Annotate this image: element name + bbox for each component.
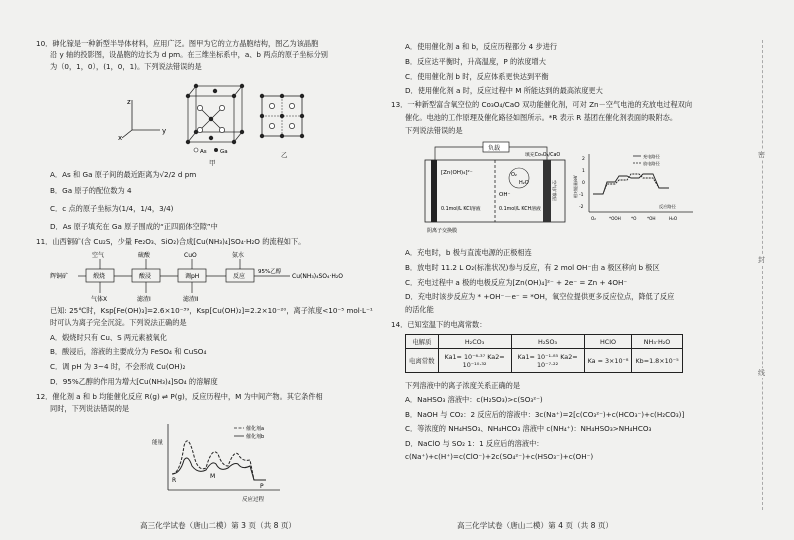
fig-label-yi: 乙 xyxy=(281,151,288,159)
q14-option-d: D．NaClO 与 SO₂ 1：1 反应后的溶液中： xyxy=(405,439,544,448)
flow-above4: 氨水 xyxy=(232,252,245,259)
binding-line xyxy=(762,40,764,510)
q10-line1: 10．砷化镓是一种新型半导体材料，应用广泛。图甲为它的立方晶胞结构，图乙为该晶胞 xyxy=(36,39,319,48)
q13-chart-xlabel: 反应路径 xyxy=(659,204,676,209)
q11-line2: 已知: 25℃时，Ksp[Fe(OH)₃]=2.6×10⁻³⁹，Ksp[Cu(OH)₂]=2.2×10⁻²⁰，离子浓度<10⁻⁵ mol·L⁻¹ xyxy=(50,306,373,315)
q10-option-c: C．c 点的原子坐标为(1/4，1/4，3/4) xyxy=(50,204,174,213)
q12-option-a: A．使用催化剂 a 和 b，反应历程都分 4 步进行 xyxy=(405,42,558,51)
binding-char-3: 线 xyxy=(758,369,765,377)
flow-above2: 硫酸 xyxy=(138,252,151,259)
q13-option-d: D．充电时该步反应为 * +OH⁻－e⁻ = *OH，氧空位提供更多反应位点，降低了反应 xyxy=(405,292,675,301)
ytick-1: 1 xyxy=(582,169,585,174)
flow-step1: 煅烧 xyxy=(93,273,106,280)
axis-z-label: z xyxy=(127,98,131,106)
table-head-0: 电解质 xyxy=(406,335,439,349)
footer-right: 高三化学试卷（唐山二模）第 4 页（共 8 页） xyxy=(457,521,614,530)
q12-option-b: B．反应达平衡时，升高温度，P 的浓度增大 xyxy=(405,57,546,66)
q14-constants-table xyxy=(405,334,683,373)
cell-o2: O₂ xyxy=(511,172,517,178)
flow-step3: 调pH xyxy=(185,273,200,280)
q14-option-d-cont: c(Na⁺)+c(H⁺)=c(ClO⁻)+2c(SO₄²⁻)+c(HSO₃⁻)+c(OH⁻) xyxy=(405,452,594,461)
cell-electrode: 填充Co₃O₄/CaO xyxy=(525,153,561,158)
table-head-1: H₂CO₃ xyxy=(438,335,511,349)
ytick-m1: -1 xyxy=(579,193,584,198)
q12-line1: 12．催化剂 a 和 b 均能催化反应 R(g) ⇌ P(g)，反应历程中，M 为中间产物。其它条件相 xyxy=(36,392,323,401)
legend-as: As xyxy=(200,149,207,155)
page-4 xyxy=(391,0,794,540)
flow-below1: 气体X xyxy=(91,296,108,303)
q10-unit-cell-figure xyxy=(180,78,250,158)
q11-option-c: C．调 pH 为 3~4 时，不会形成 Cu(OH)₂ xyxy=(50,362,186,371)
q13-cell-diagram xyxy=(421,140,571,236)
flow-out-label: 95%乙醇 xyxy=(258,269,282,275)
q12-xlabel: 反应过程 xyxy=(242,497,265,503)
axis-y-label: y xyxy=(162,127,167,135)
q13-energy-chart xyxy=(573,148,703,228)
fig-label-jia: 甲 xyxy=(209,159,216,167)
q14-line2: 下列溶液中的离子浓度关系正确的是 xyxy=(405,381,521,390)
q13-option-a: A．充电时，b 极与直流电源的正极相连 xyxy=(405,248,532,257)
q13-line1: 13．一种新型富含氧空位的 Co₃O₄/CaO 双功能催化剂，可对 Zn－空气电池的充放电过程双向 xyxy=(391,100,693,109)
table-head-4: NH₃·H₂O xyxy=(632,335,682,349)
binding-char-2: 封 xyxy=(758,256,765,264)
cell-left-ion: [Zn(OH)₄]²⁻ xyxy=(441,170,473,176)
flow-above3: CuO xyxy=(184,252,197,259)
q10-option-a: A．As 和 Ga 原子间的最近距离为√2/2 d pm xyxy=(50,170,197,179)
q10-axes-figure xyxy=(118,90,178,140)
table-row xyxy=(406,349,683,373)
footer-left: 高三化学试卷（唐山二模）第 3 页（共 8 页） xyxy=(140,521,297,530)
table-cell-nh3: Kb=1.8×10⁻⁵ xyxy=(632,349,682,373)
binding-char-1: 密 xyxy=(758,151,765,159)
legend-ga: Ga xyxy=(220,149,228,155)
q12-label-p: P xyxy=(260,483,264,490)
cell-right-ion: OH⁻ xyxy=(499,192,511,198)
q11-option-b: B．酸浸后，溶液的主要成分为 FeSO₄ 和 CuSO₄ xyxy=(50,347,207,356)
q11-line3: 时可认为离子完全沉淀。下列说法正确的是 xyxy=(50,318,187,327)
q14-option-c: C．等浓度的 NH₄HSO₃、NH₄HCO₃ 溶液中 c(NH₄⁺)：NH₄HSO₃>NH₄HCO₃ xyxy=(405,424,652,433)
table-head-2: H₂SO₃ xyxy=(511,335,584,349)
cell-load: 负载 xyxy=(488,145,501,152)
q13-option-c: C．充电过程中 a 极的电极反应为[Zn(OH)₄]²⁻ + 2e⁻ = Zn + 4OH⁻ xyxy=(405,278,628,287)
ytick-m2: -2 xyxy=(579,205,584,210)
cell-h2o: H₂O xyxy=(519,180,529,186)
cell-membrane: 阴离子交换膜 xyxy=(427,228,458,234)
q10-projection-figure xyxy=(258,92,308,142)
table-row-label: 电离常数 xyxy=(406,349,439,373)
q12-option-c: C．使用催化剂 b 时，反应体系更快达到平衡 xyxy=(405,72,549,81)
q14-option-a: A．NaHSO₃ 溶液中：c(H₂SO₃)>c(SO₃²⁻) xyxy=(405,395,543,404)
q10-line2: 沿 y 轴的投影图，设晶胞的边长为 d pm。在三维坐标系中，a、b 两点的原子坐标分别 xyxy=(50,50,328,59)
q13-option-d-cont: 的活化能 xyxy=(405,305,434,314)
q13-chart-ylabel: 相对能量/eV xyxy=(573,175,578,198)
q12-legend-a: 催化剂a xyxy=(246,426,265,432)
table-head-3: HClO xyxy=(584,335,632,349)
q13-line2: 催化。电池的工作原理及催化路径如图所示。*R 表示 R 基团在催化剂表面的吸附态。 xyxy=(405,113,678,122)
cell-gas-layer: 空气扩散层 xyxy=(552,180,557,201)
flow-below3: 滤渣II xyxy=(183,296,199,303)
q12-label-r: R xyxy=(172,477,177,484)
table-cell-h2so3: Ka1= 10⁻¹·⁸⁵ Ka2= 10⁻⁷·²² xyxy=(511,349,584,373)
q12-line2: 同时，下列说法错误的是 xyxy=(50,404,130,413)
xtick-h2o: H₂O xyxy=(669,216,678,221)
q13-line3: 下列说法错误的是 xyxy=(405,126,463,135)
flow-input: 辉铜矿 xyxy=(50,273,69,280)
flow-product: Cu(NH₃)₄SO₄·H₂O xyxy=(292,273,343,280)
q14-option-b: B．NaOH 与 CO₂：2 反应后的溶液中：3c(Na⁺)=2[c(CO₃²⁻)+c(HCO₃⁻)+c(H₂CO₃)] xyxy=(405,410,685,419)
q11-flowchart xyxy=(50,249,380,305)
q12-legend-b: 催化剂b xyxy=(246,434,265,440)
xtick-o: *O xyxy=(631,216,637,221)
legend-discharge: 放电路径 xyxy=(643,161,660,166)
axis-x-label: x xyxy=(118,134,123,140)
q11-option-d: D．95%乙醇的作用为增大[Cu(NH₃)₄]SO₄ 的溶解度 xyxy=(50,377,218,386)
flow-step2: 酸浸 xyxy=(139,273,152,280)
q14-line1: 14．已知室温下的电离常数： xyxy=(391,320,487,329)
table-cell-hclo: Ka = 3×10⁻⁸ xyxy=(584,349,632,373)
legend-charge: 充电路径 xyxy=(643,154,660,159)
table-cell-h2co3: Ka1= 10⁻⁶·³⁷ Ka2= 10⁻¹⁰·³² xyxy=(438,349,511,373)
xtick-oh: *OH xyxy=(647,216,656,221)
flow-step4: 反应 xyxy=(233,273,246,280)
xtick-o2: O₂ xyxy=(591,216,596,221)
q10-option-b: B．Ga 原子的配位数为 4 xyxy=(50,186,132,195)
flow-above1: 空气 xyxy=(92,252,105,259)
xtick-ooh: *OOH xyxy=(609,216,621,221)
q12-label-m: M xyxy=(210,473,216,480)
q11-option-a: A．煅烧时只有 Cu、S 两元素被氧化 xyxy=(50,333,168,342)
table-row xyxy=(406,335,683,349)
cell-left-sol: 0.1mol/L KCl溶液 xyxy=(441,207,481,212)
ytick-2: 2 xyxy=(582,157,585,162)
cell-right-sol: 0.1mol/L KCH溶液 xyxy=(499,207,541,212)
q12-energy-diagram xyxy=(150,416,290,504)
q13-option-b: B．放电时 11.2 L O₂(标准状况)参与反应，有 2 mol OH⁻由 a 极区移向 b 极区 xyxy=(405,263,660,272)
q10-option-d: D．As 原子填充在 Ga 原子围成的“正四面体空隙”中 xyxy=(50,222,218,231)
ytick-0: 0 xyxy=(582,181,585,186)
q11-line1: 11．山西铜矿(含 Cu₂S，少量 Fe₂O₃、SiO₂)合成[Cu(NH₃)₄]SO₄·H₂O 的流程如下。 xyxy=(36,237,306,246)
q12-option-d: D．使用催化剂 a 时，反应过程中 M 所能达到的最高浓度更大 xyxy=(405,86,603,95)
q10-line3: 为（0，1，0），(1，0，1)。下列说法错误的是 xyxy=(50,62,202,71)
q12-ylabel: 能量 xyxy=(152,440,164,446)
flow-below2: 滤渣I xyxy=(137,296,151,303)
